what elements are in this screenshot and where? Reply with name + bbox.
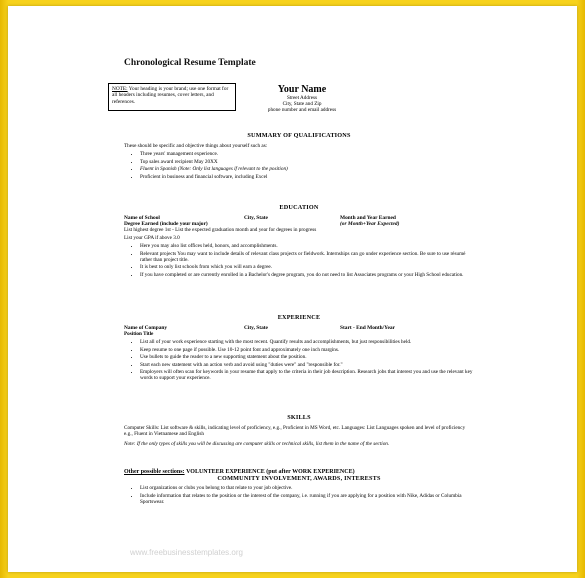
skills-line: Computer Skills: List software & skills, indicating level of proficiency, e.g., Proficient in MS Word, etc. Languages: List Languages spoken and level of proficiency e.g., Fluent in Vietnamese and English [124, 425, 466, 437]
city-state-zip: City, State and Zip [282, 101, 322, 108]
experience-list [124, 339, 474, 381]
company-dates: Start - End Month/Year [340, 325, 395, 331]
list-item: • Relevant projects You may want to include details of relevant class projects or fieldwork. Internships can go under experience section. Be sure to use résumé rather than project title. [140, 251, 474, 263]
list-item: • Include information that relates to the position or the interest of the company, i.e. running if you are applying for a position with Nike, Adidas or Columbia Sportswear. [140, 493, 474, 505]
degree-earned: Degree Earned (include your major) [124, 221, 208, 227]
list-item: • Here you may also list offices held, honors, and accomplishments. [140, 243, 474, 249]
list-item: • It is best to only list schools from which you will earn a degree. [140, 264, 474, 270]
list-item: • Employers will often scan for keywords in your resume that apply to the criteria in their job description. Research jobs that interest you and use the relevant key words to support your experience. [140, 369, 474, 381]
degree-note: (or Month+Year Expected) [340, 221, 400, 227]
other-label: Other possible sections: [124, 469, 185, 475]
skills-note: Note: If the only types of skills you will be discussing are computer skills or technical skills, list them in the name of the section. [124, 441, 390, 447]
education-section [124, 204, 474, 279]
your-name: Your Name [277, 84, 327, 95]
list-item: • Start each new statement with an action verb and avoid using "duties were" and "responsible for." [140, 362, 474, 368]
experience-section [124, 314, 474, 383]
education-list [124, 243, 474, 278]
list-item: • Fluent in Spanish (Note: Only list languages if relevant to the position) [140, 166, 474, 172]
experience-header: EXPERIENCE [277, 314, 321, 321]
summary-intro: These should be specific and objective things about yourself such as: [124, 143, 268, 149]
other-list [124, 485, 474, 505]
note-label: NOTE: [112, 86, 128, 92]
document-header [124, 58, 454, 77]
street-address: Street Address [286, 95, 318, 101]
education-line1: List highest degree 1st - List the expected graduation month and year for degrees in progress [124, 227, 317, 233]
list-item: • Three years' management experience. [140, 151, 474, 157]
summary-header: SUMMARY OF QUALIFICATIONS [247, 132, 351, 139]
school-date: Month and Year Earned [340, 215, 396, 221]
summary-section [124, 132, 474, 181]
list-item: • Keep resume to one page if possible. Use 10-12 point font and approximately one inch margins. [140, 347, 474, 353]
school-name: Name of School [124, 215, 160, 221]
summary-list [124, 151, 474, 180]
note-text: Your heading is your brand; use one format for all headers including resumes, cover letters, and references. [112, 86, 229, 105]
education-line2: List your GPA if above 3.0 [124, 235, 180, 241]
page-title: Chronological Resume Template [124, 58, 256, 68]
experience-columns [124, 325, 474, 331]
contact-heading [262, 84, 342, 114]
skills-header: SKILLS [287, 414, 311, 421]
education-header: EDUCATION [279, 204, 319, 211]
watermark: www.freebusinesstemplates.org [130, 548, 243, 557]
list-item: • List organizations or clubs you belong to that relate to your job objective. [140, 485, 474, 491]
note-box [108, 83, 236, 111]
list-item: • Use bullets to guide the reader to a new supporting statement about the position. [140, 354, 474, 360]
other-sections [124, 469, 474, 506]
list-item: • Top sales award recipient May 20XX [140, 159, 474, 165]
community-header: COMMUNITY INVOLVEMENT, AWARDS, INTERESTS [217, 475, 381, 482]
list-item: • If you have completed or are currently enrolled in a Bachelor's degree program, you do not need to list Associates programs or your High School education. [140, 272, 474, 278]
skills-section [124, 414, 474, 449]
volunteer-header: VOLUNTEER EXPERIENCE (put after WORK EXPERIENCE) [186, 469, 355, 475]
phone-email: phone number and email address [267, 107, 337, 114]
school-city: City, State [244, 215, 268, 221]
list-item: • Proficient in business and financial software, including Excel [140, 174, 474, 180]
position-title: Position Title [124, 331, 154, 337]
company-name: Name of Company [124, 325, 168, 331]
company-city: City, State [244, 325, 268, 331]
list-item: • List all of your work experience starting with the most recent. Quantify results and accomplishments, but just responsibilities held. [140, 339, 474, 345]
